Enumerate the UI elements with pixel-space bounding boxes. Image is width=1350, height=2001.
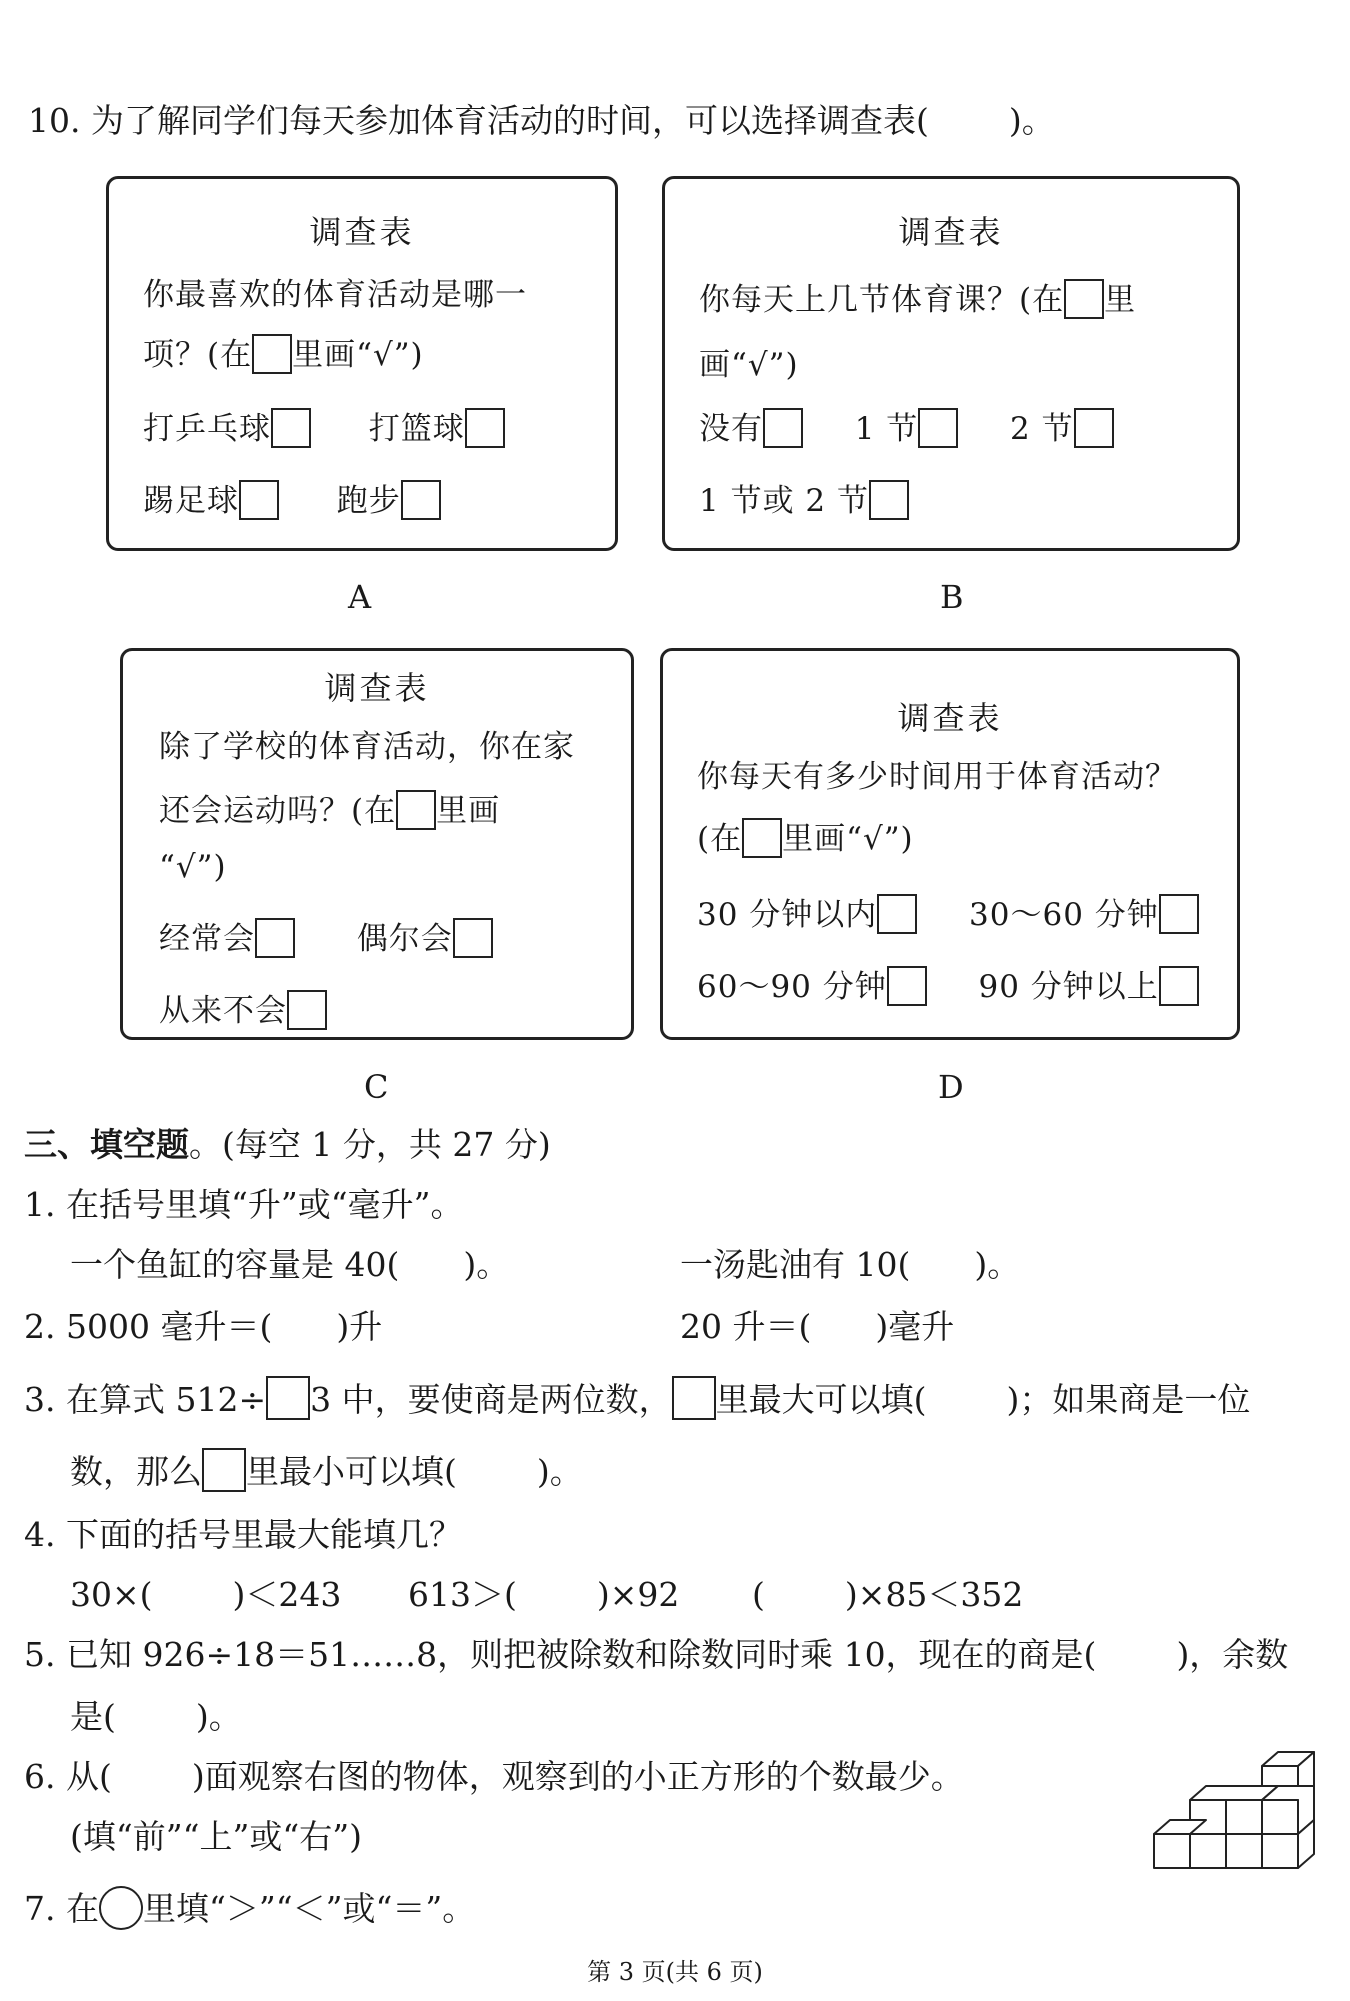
option-letter-c: C xyxy=(364,1068,389,1106)
question-4b: 613＞( )×92 xyxy=(408,1575,680,1614)
digit-box xyxy=(202,1448,246,1492)
option-checkbox[interactable] xyxy=(1159,894,1199,934)
option-checkbox[interactable] xyxy=(877,894,917,934)
option-checkbox[interactable] xyxy=(255,918,295,958)
card-title: 调查表 xyxy=(898,213,1004,251)
card-question-cont: 画“√”) xyxy=(699,347,799,383)
option-checkbox[interactable] xyxy=(918,408,958,448)
section-heading: 三、填空题。(每空 1 分，共 27 分) xyxy=(24,1125,551,1164)
option-checkbox[interactable] xyxy=(465,408,505,448)
survey-card-a[interactable] xyxy=(106,176,618,551)
card-question-cont: (在 里画“√”) xyxy=(697,813,914,858)
option-checkbox[interactable] xyxy=(271,408,311,448)
option-checkbox[interactable] xyxy=(869,480,909,520)
survey-card-c[interactable] xyxy=(120,648,634,1040)
card-options-row: 没有 1 节 2 节 xyxy=(699,403,1114,448)
option-checkbox[interactable] xyxy=(1159,966,1199,1006)
card-options-row: 从来不会 xyxy=(159,985,327,1030)
card-options-row: 踢足球 跑步 xyxy=(143,475,441,520)
question-5-line1: 5. 已知 926÷18＝51……8，则把被除数和除数同时乘 10，现在的商是( )，余数 xyxy=(24,1635,1289,1674)
checkbox-icon xyxy=(1064,279,1104,319)
option-checkbox[interactable] xyxy=(287,990,327,1030)
digit-box xyxy=(266,1376,310,1420)
page-footer: 第 3 页(共 6 页) xyxy=(587,1958,763,1986)
q10-stem: 10. 为了解同学们每天参加体育活动的时间，可以选择调查表( )。 xyxy=(28,101,1055,140)
option-letter-b: B xyxy=(940,578,964,616)
option-checkbox[interactable] xyxy=(887,966,927,1006)
option-checkbox[interactable] xyxy=(401,480,441,520)
question-1: 1. 在括号里填“升”或“毫升”。 xyxy=(24,1185,464,1224)
card-options-row: 1 节或 2 节 xyxy=(699,475,909,520)
question-6-line1: 6. 从( )面观察右图的物体，观察到的小正方形的个数最少。 xyxy=(24,1757,964,1796)
card-question-cont: “√”) xyxy=(159,849,227,885)
cube-stack-figure xyxy=(1138,1740,1322,1882)
question-3-line1: 3. 在算式 512÷ 3 中，要使商是两位数， 里最大可以填( )；如果商是一位 xyxy=(24,1376,1250,1420)
option-letter-d: D xyxy=(938,1068,964,1106)
checkbox-icon xyxy=(396,790,436,830)
option-letter-a: A xyxy=(348,578,372,616)
option-checkbox[interactable] xyxy=(763,408,803,448)
card-title: 调查表 xyxy=(324,669,430,707)
card-options-row: 打乒乓球 打篮球 xyxy=(143,403,505,448)
question-1a: 一个鱼缸的容量是 40( )。 xyxy=(70,1245,510,1284)
option-checkbox[interactable] xyxy=(453,918,493,958)
card-options-row: 30 分钟以内 30～60 分钟 xyxy=(697,889,1199,934)
question-7: 7. 在 里填“＞”“＜”或“＝”。 xyxy=(24,1886,475,1930)
card-question: 你每天上几节体育课？(在 里 xyxy=(699,274,1136,319)
option-checkbox[interactable] xyxy=(239,480,279,520)
card-title: 调查表 xyxy=(897,699,1003,737)
survey-card-b[interactable] xyxy=(662,176,1240,551)
checkbox-icon xyxy=(252,334,292,374)
question-4a: 30×( )＜243 xyxy=(70,1575,342,1614)
card-question-cont: 项？(在 里画“√”) xyxy=(143,329,424,374)
question-6-line2: (填“前”“上”或“右”) xyxy=(70,1817,362,1856)
question-4c: ( )×85＜352 xyxy=(752,1575,1024,1614)
circle-blank-icon[interactable] xyxy=(99,1886,143,1930)
card-question: 你每天有多少时间用于体育活动？ xyxy=(697,759,1177,795)
question-5-line2: 是( )。 xyxy=(70,1697,242,1736)
card-options-row: 经常会 偶尔会 xyxy=(159,913,493,958)
question-2a: 2. 5000 毫升＝( )升 xyxy=(24,1307,383,1346)
question-3-line2: 数，那么 里最小可以填( )。 xyxy=(70,1448,583,1492)
question-2b: 20 升＝( )毫升 xyxy=(680,1307,955,1346)
question-4: 4. 下面的括号里最大能填几？ xyxy=(24,1515,462,1554)
survey-card-d[interactable] xyxy=(660,648,1240,1040)
card-options-row: 60～90 分钟 90 分钟以上 xyxy=(697,961,1199,1006)
option-checkbox[interactable] xyxy=(1074,408,1114,448)
question-1b: 一汤匙油有 10( )。 xyxy=(680,1245,1021,1284)
card-question-cont: 还会运动吗？(在 里画 xyxy=(159,785,500,830)
card-question: 你最喜欢的体育活动是哪一 xyxy=(143,277,527,313)
digit-box xyxy=(672,1376,716,1420)
card-question: 除了学校的体育活动，你在家 xyxy=(159,729,575,765)
checkbox-icon xyxy=(742,818,782,858)
card-title: 调查表 xyxy=(309,213,415,251)
